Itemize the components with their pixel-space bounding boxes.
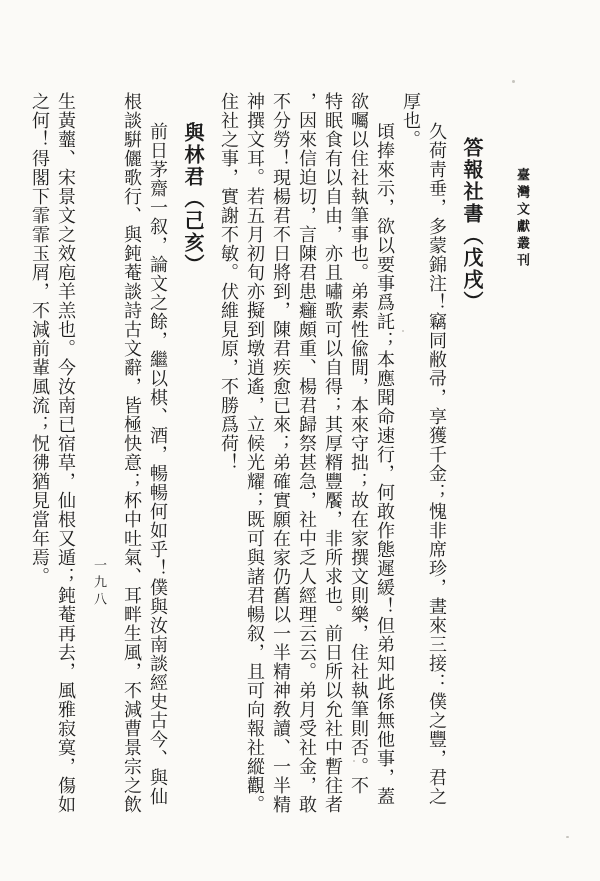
text-column: 之何！得閣下霏霏玉屑，不減前輩風流；怳彿猶見當年焉。	[29, 92, 50, 586]
vertical-text-block	[29, 92, 530, 852]
text-column: 頃捧來示，欲以要事爲託；本應聞命速行，何敢作態遲緩！但弟知此係無他事，蓋	[374, 122, 395, 806]
text-column: 住社之事，實謝不敏。伏維見原，不勝爲荷！	[218, 92, 239, 472]
text-column: 特眠食有以自由，亦且嘯歌可以自得；其厚糈豐饜，非所求也。前日所以允社中暫往者	[322, 92, 343, 814]
text-column: 生黃虀、宋景文之效庖羊羔也。今汝南已宿草，仙根又遁；鈍菴再去，風雅寂寞，傷如	[55, 92, 76, 814]
text-column: 神撰文耳。若五月初旬亦擬到墩逍遙，立候光耀；既可與諸君暢叙，且可向報社縱觀。	[244, 92, 265, 814]
text-column: 欲囑以住社執筆事也。弟素性偸閒，本來守拙；故在家撰文則樂，住社執筆則否。不	[348, 92, 369, 795]
page-number: 一九八	[91, 558, 106, 609]
scan-speckle	[566, 836, 569, 838]
text-column: 根談騈儷歌行、與鈍菴談詩古文辭，皆極快意；杯中吐氣、耳畔生風，不減曹景宗之飲	[121, 92, 142, 814]
section-title-2: 與林君（己亥）	[181, 122, 205, 276]
scan-speckle	[512, 80, 515, 83]
text-column: 厚也。	[400, 92, 421, 149]
text-column: 不分勞！現楊君不日將到，陳君疾愈已來；弟確實願在家仍舊以一半精神敎讀、一半精	[270, 92, 291, 814]
text-column: 前日茅齋一叙，論文之餘，繼以棋、酒，暢暢何如乎！僕與汝南談經史古今、與仙	[147, 122, 168, 806]
series-title: 臺灣文獻叢刊	[514, 168, 529, 270]
text-column: ，因來信迫切，言陳君患癰頗重、楊君歸祭甚急，社中乏人經理云云。弟月受社金，敢	[296, 92, 317, 814]
section-title-1: 答報社書（戊戌）	[460, 137, 484, 313]
text-column: 久荷靑垂，多蒙錦注！竊同敝帚，享獲千金；愧非席珍，晝來三接：僕之豐，君之	[426, 122, 447, 806]
